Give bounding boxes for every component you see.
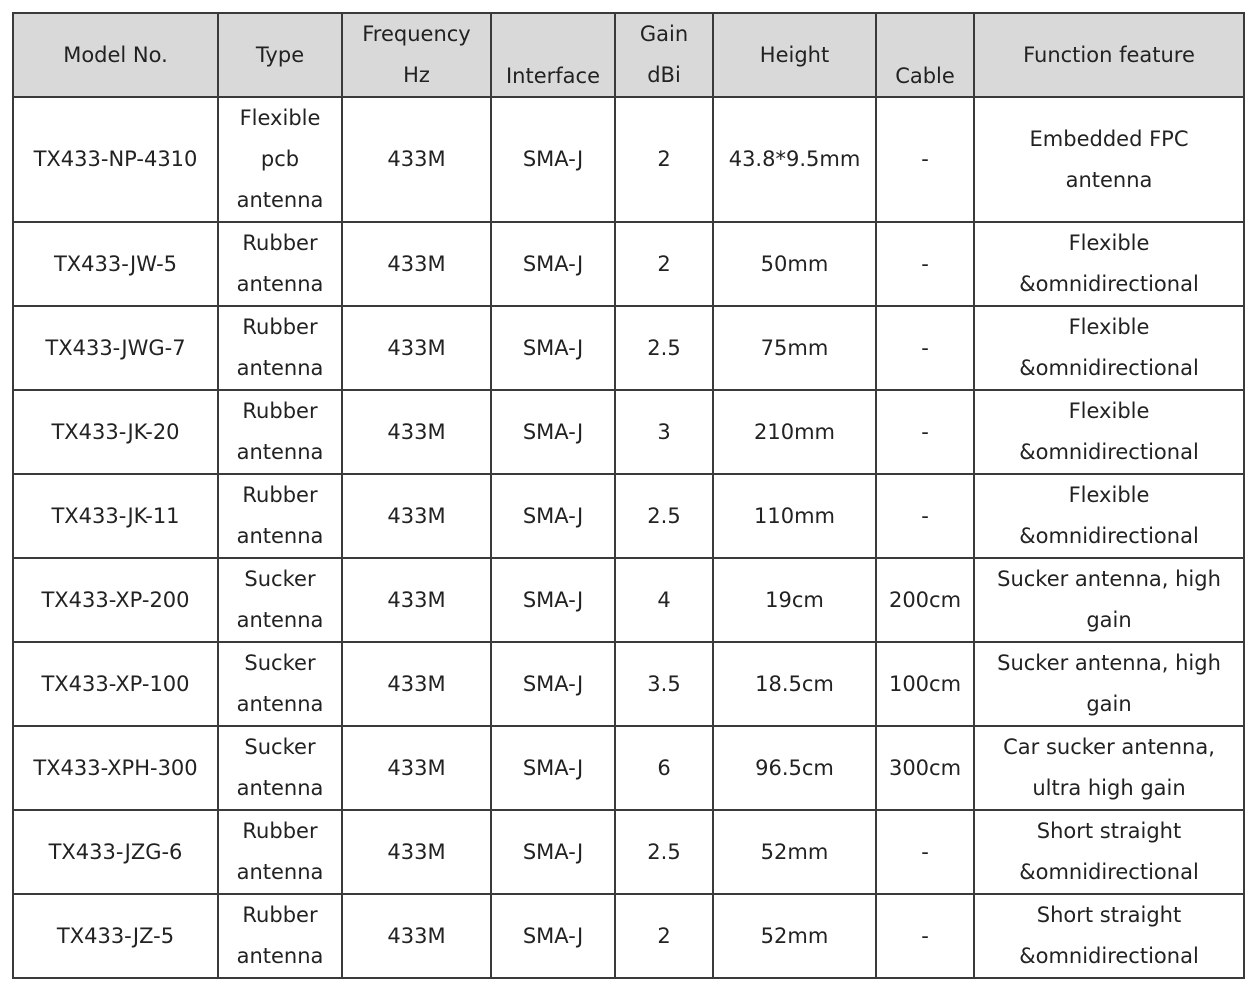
table-row (13, 97, 1244, 222)
cell-cable: - (876, 474, 974, 558)
cell-gain: 2.5 (615, 306, 713, 390)
cell-model-no: TX433-XP-100 (13, 642, 218, 726)
table-header-row (13, 13, 1244, 97)
cell-type: Rubber antenna (218, 894, 342, 978)
cell-interface: SMA-J (491, 222, 615, 306)
cell-frequency: 433M (342, 810, 491, 894)
table-row (13, 726, 1244, 810)
cell-interface: SMA-J (491, 474, 615, 558)
cell-function-feature: Embedded FPC antenna (974, 97, 1244, 222)
cell-function-feature: Flexible &omnidirectional (974, 222, 1244, 306)
cell-gain: 2.5 (615, 474, 713, 558)
cell-interface: SMA-J (491, 558, 615, 642)
cell-gain: 2 (615, 222, 713, 306)
cell-frequency: 433M (342, 726, 491, 810)
cell-height: 19cm (713, 558, 876, 642)
cell-interface: SMA-J (491, 894, 615, 978)
cell-frequency: 433M (342, 642, 491, 726)
cell-gain: 3.5 (615, 642, 713, 726)
cell-function-feature: Flexible &omnidirectional (974, 474, 1244, 558)
cell-gain: 4 (615, 558, 713, 642)
cell-type: Sucker antenna (218, 558, 342, 642)
cell-frequency: 433M (342, 390, 491, 474)
header-cable: Cable (876, 13, 974, 97)
cell-gain: 6 (615, 726, 713, 810)
cell-type: Rubber antenna (218, 222, 342, 306)
cell-type: Rubber antenna (218, 810, 342, 894)
cell-cable: - (876, 390, 974, 474)
cell-cable: - (876, 222, 974, 306)
cell-type: Sucker antenna (218, 726, 342, 810)
cell-function-feature: Sucker antenna, high gain (974, 642, 1244, 726)
cell-frequency: 433M (342, 97, 491, 222)
cell-model-no: TX433-JZ-5 (13, 894, 218, 978)
cell-frequency: 433M (342, 474, 491, 558)
cell-frequency: 433M (342, 222, 491, 306)
cell-type: Flexible pcb antenna (218, 97, 342, 222)
cell-height: 52mm (713, 894, 876, 978)
cell-model-no: TX433-XP-200 (13, 558, 218, 642)
cell-model-no: TX433-JZG-6 (13, 810, 218, 894)
cell-interface: SMA-J (491, 306, 615, 390)
header-frequency: Frequency Hz (342, 13, 491, 97)
cell-model-no: TX433-NP-4310 (13, 97, 218, 222)
table-row (13, 474, 1244, 558)
cell-type: Rubber antenna (218, 474, 342, 558)
cell-frequency: 433M (342, 894, 491, 978)
cell-model-no: TX433-JWG-7 (13, 306, 218, 390)
cell-type: Rubber antenna (218, 306, 342, 390)
cell-height: 110mm (713, 474, 876, 558)
cell-height: 96.5cm (713, 726, 876, 810)
cell-cable: 200cm (876, 558, 974, 642)
cell-interface: SMA-J (491, 97, 615, 222)
cell-gain: 3 (615, 390, 713, 474)
cell-gain: 2 (615, 894, 713, 978)
cell-frequency: 433M (342, 306, 491, 390)
cell-function-feature: Short straight &omnidirectional (974, 810, 1244, 894)
cell-model-no: TX433-JK-11 (13, 474, 218, 558)
table-row (13, 642, 1244, 726)
header-function-feature: Function feature (974, 13, 1244, 97)
cell-interface: SMA-J (491, 726, 615, 810)
cell-type: Rubber antenna (218, 390, 342, 474)
cell-height: 50mm (713, 222, 876, 306)
table-body (13, 97, 1244, 978)
cell-interface: SMA-J (491, 642, 615, 726)
cell-interface: SMA-J (491, 390, 615, 474)
cell-cable: - (876, 810, 974, 894)
cell-cable: 100cm (876, 642, 974, 726)
cell-type: Sucker antenna (218, 642, 342, 726)
header-model-no: Model No. (13, 13, 218, 97)
table-row (13, 222, 1244, 306)
header-type: Type (218, 13, 342, 97)
cell-height: 43.8*9.5mm (713, 97, 876, 222)
cell-gain: 2.5 (615, 810, 713, 894)
cell-function-feature: Sucker antenna, high gain (974, 558, 1244, 642)
header-interface: Interface (491, 13, 615, 97)
cell-cable: 300cm (876, 726, 974, 810)
cell-function-feature: Car sucker antenna, ultra high gain (974, 726, 1244, 810)
cell-gain: 2 (615, 97, 713, 222)
cell-height: 75mm (713, 306, 876, 390)
cell-cable: - (876, 306, 974, 390)
cell-cable: - (876, 97, 974, 222)
cell-cable: - (876, 894, 974, 978)
cell-height: 18.5cm (713, 642, 876, 726)
table-row (13, 390, 1244, 474)
cell-function-feature: Flexible &omnidirectional (974, 390, 1244, 474)
table-row (13, 894, 1244, 978)
antenna-spec-table (12, 12, 1245, 979)
cell-frequency: 433M (342, 558, 491, 642)
cell-model-no: TX433-JW-5 (13, 222, 218, 306)
cell-function-feature: Short straight &omnidirectional (974, 894, 1244, 978)
table-row (13, 810, 1244, 894)
cell-model-no: TX433-JK-20 (13, 390, 218, 474)
header-gain: Gain dBi (615, 13, 713, 97)
cell-model-no: TX433-XPH-300 (13, 726, 218, 810)
cell-height: 210mm (713, 390, 876, 474)
cell-height: 52mm (713, 810, 876, 894)
cell-function-feature: Flexible &omnidirectional (974, 306, 1244, 390)
table-row (13, 306, 1244, 390)
header-height: Height (713, 13, 876, 97)
cell-interface: SMA-J (491, 810, 615, 894)
table-row (13, 558, 1244, 642)
